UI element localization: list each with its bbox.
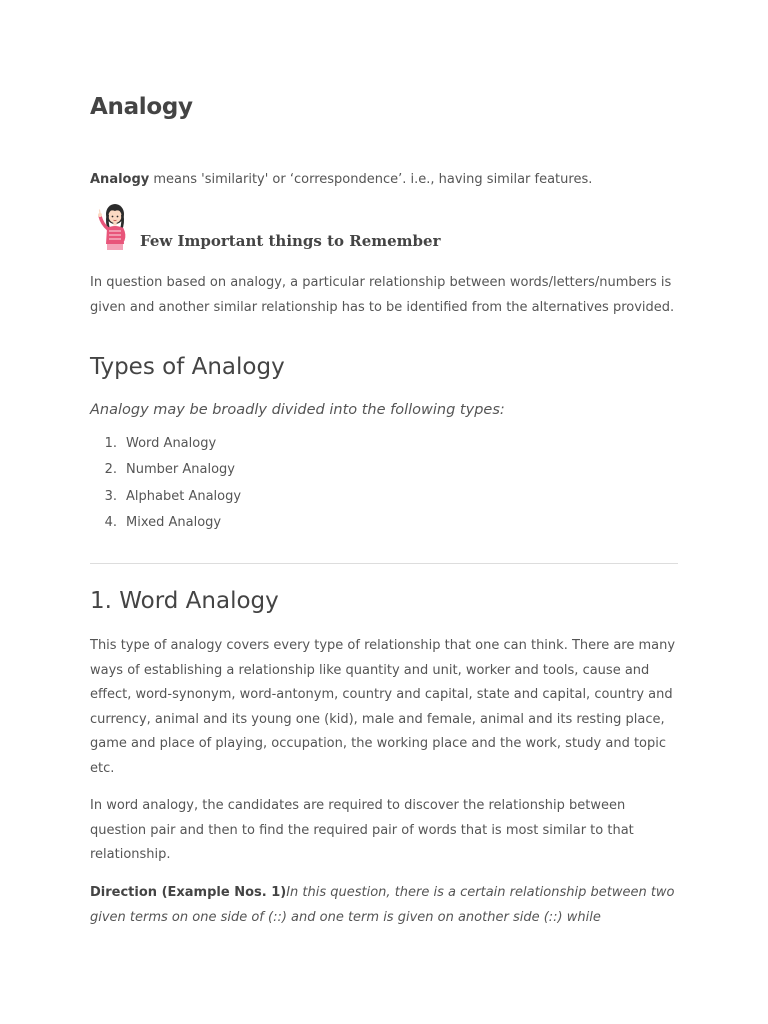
word-analogy-paragraph: In word analogy, the candidates are required to discover the relationship between question pair and then to find the required pair of words that is most similar to that relationship. <box>90 798 634 862</box>
remember-callout <box>90 202 678 252</box>
analogy-description: In question based on analogy, a particular relationship between words/letters/numbers is given and another similar relationship has to be identified from the alternatives provided. <box>90 275 675 315</box>
types-subtitle: Analogy may be broadly divided into the following types: <box>90 402 505 418</box>
direction-text: In this question, there is a certain relationship between two given terms on one side of (::) and one term is given on another side (::) while <box>90 885 675 925</box>
direction-label: Direction (Example Nos. 1) <box>90 885 287 900</box>
page-title: Analogy <box>90 94 193 120</box>
remember-heading: Few Important things to Remember <box>140 232 441 250</box>
list-item-label: Alphabet Analogy <box>126 488 242 504</box>
list-item: 2. Number Analogy <box>104 462 235 478</box>
list-item-label: Number Analogy <box>126 462 235 478</box>
intro-text <box>90 170 592 190</box>
list-item: 1. Word Analogy <box>104 436 217 451</box>
list-item-label: Mixed Analogy <box>126 514 222 530</box>
types-list <box>90 432 241 537</box>
girl-pointing-icon <box>94 202 132 252</box>
list-item: 3. Alphabet Analogy <box>104 488 242 504</box>
word-analogy-paragraph: This type of analogy covers every type of relationship that one can think. There are many ways of establishing a relationship like quantity and unit, worker and tools, cause and effect, word-synonym, word-antonym, country and capital, state and capital, country and currency, animal and its young one (kid), male and female, animal and its resting place, game and place of playing, occupation, the working place and the work, study and topic etc. <box>90 638 676 776</box>
types-heading: Types of Analogy <box>90 354 285 380</box>
list-item-label: Word Analogy <box>126 436 217 451</box>
section-divider <box>90 563 678 564</box>
word-analogy-heading: 1. Word Analogy <box>90 588 279 614</box>
list-item: 4. Mixed Analogy <box>104 514 222 530</box>
direction-paragraph <box>90 881 680 930</box>
intro-term: Analogy <box>90 172 150 187</box>
intro-definition: means 'similarity' or ‘correspondence’. i.e., having similar features. <box>149 172 593 187</box>
